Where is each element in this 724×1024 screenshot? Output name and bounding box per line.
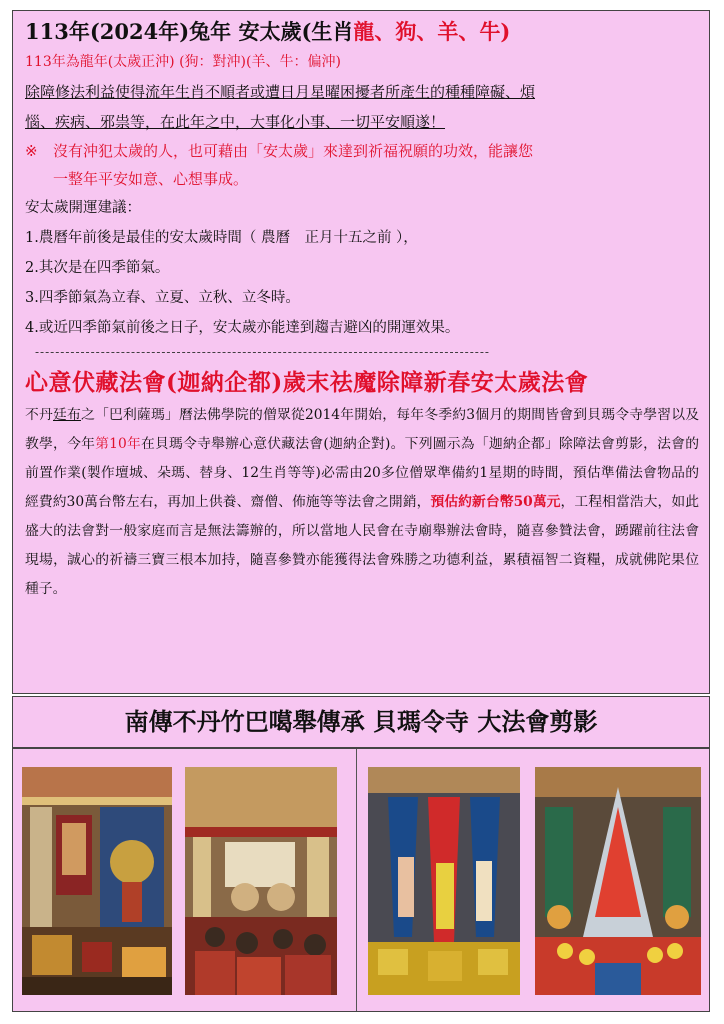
note	[25, 137, 699, 193]
note-line-2: 一整年平安如意、心想事成。	[53, 170, 249, 188]
photo-torma-offerings	[535, 767, 701, 995]
text-run: 之「巴利薩瑪」曆法佛學院的僧眾從2014年開始，每年冬季約3個月的期間皆會到貝瑪令寺學習以及教學，今年	[25, 407, 700, 452]
advice-item: 3.四季節氣為立春、立夏、立秋、立冬時。	[25, 290, 300, 306]
advice-title: 安太歲開運建議：	[25, 200, 141, 216]
text-run: 在貝瑪令寺舉辦心意伏藏法會(迦納企對)。下列圖示為「迦納企都」除障法會剪影，法會的前置作業(製作壇城、朵瑪、替身、12生肖等等)必需由20多位僧眾準備約1星期的時間，預估準備法會物品的經費約30萬台幣左右，再加上供養、齋僧、佈施等等法會之開銷，	[25, 436, 700, 510]
description-line-2: 惱、疾病、邪祟等，在此年之中，大事化小事、一切平安順遂！	[25, 113, 446, 131]
title-highlight-dragon: 龍	[353, 19, 375, 44]
text-run: 不丹	[25, 407, 53, 423]
advice-item: 4.或近四季節氣前後之日子，安太歲亦能達到趨吉避凶的開運效果。	[25, 320, 460, 336]
info-panel	[12, 10, 710, 694]
photo-monks-assembly	[185, 767, 337, 995]
photo-section-title: 南傳不丹竹巴噶舉傳承 貝瑪令寺 大法會剪影	[12, 696, 710, 748]
note-mark-icon: ※	[25, 142, 38, 160]
text-run-budget-highlight: 預估約新台幣50萬元	[430, 494, 561, 510]
note-line-1: 沒有沖犯太歲的人，也可藉由「安太歲」來達到祈福祝願的功效，能讓您	[53, 142, 534, 160]
photo-panel	[12, 748, 710, 1012]
ceremony-heading: 心意伏藏法會(迦納企都)歲末祛魔除障新春安太歲法會	[25, 369, 589, 396]
text-run: ，工程相當浩大，如此盛大的法會對一般家庭而言是無法籌辦的，所以當地人民會在寺廟舉辦法會時，隨喜參贊法會，踴躍前往法會現場，誠心的祈禱三寶三根本加持，隨喜參贊亦能獲得法會殊勝之功德利益，累積福智二資糧，成就佛陀果位種子。	[25, 494, 700, 597]
text-run-underlined: 廷布	[53, 407, 81, 423]
subtitle: 113年為龍年(太歲正沖) (狗：對沖)(羊、牛：偏沖)	[25, 54, 341, 70]
photo-shrine-hall	[22, 767, 172, 995]
photo-altar-figures	[368, 767, 520, 995]
description-line-1: 除障修法利益使得流年生肖不順者或遭日月星曜困擾者所產生的種種障礙、煩	[25, 83, 536, 101]
photo-divider	[356, 749, 357, 1011]
text-run-highlight: 第10年	[95, 436, 141, 452]
dashed-separator: ------------------------------------------------------------------------------------------	[35, 345, 490, 359]
advice-item: 2.其次是在四季節氣。	[25, 260, 170, 276]
advice-item: 1.農曆年前後是最佳的安太歲時間（ 農曆 正月十五之前 ），	[25, 230, 418, 246]
ceremony-paragraph	[25, 401, 699, 604]
main-title	[25, 17, 699, 47]
title-suffix: 、狗、羊、牛)	[374, 19, 511, 44]
title-prefix: 113年(2024年)兔年 安太歲(生肖	[25, 19, 354, 44]
